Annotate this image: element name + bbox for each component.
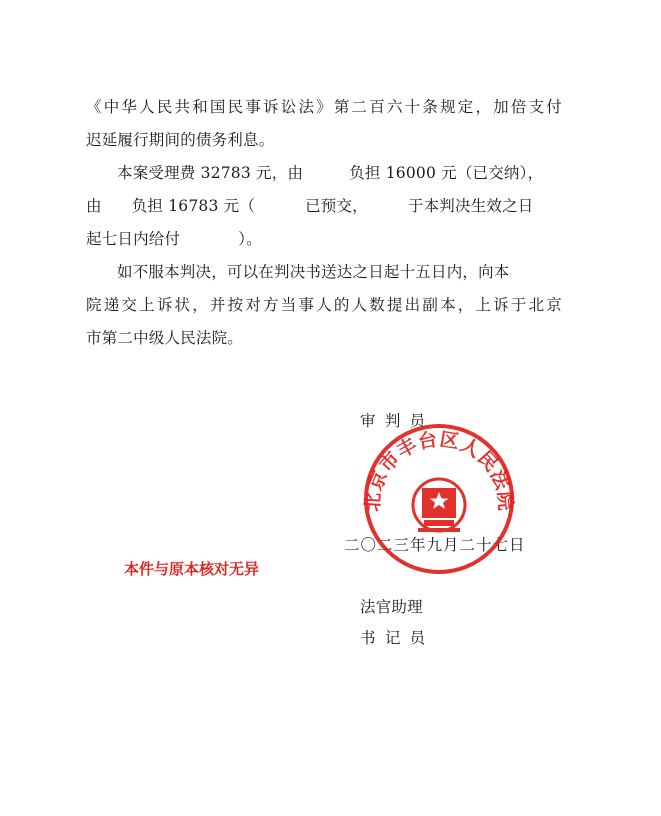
certification-stamp: 本件与原本核对无异 [124, 560, 260, 578]
paragraph-1-line-1: 《中华人民共和国民事诉讼法》第二百六十条规定，加倍支付 [86, 98, 562, 116]
redacted-party [255, 198, 305, 216]
paragraph-3-line-2: 院递交上诉状，并按对方当事人的人数提出副本，上诉于北京 [86, 296, 562, 314]
paragraph-2-line-2 [86, 196, 562, 216]
paragraph-3-line-1 [86, 262, 562, 282]
court-seal [362, 422, 516, 576]
appeal-text: 如不服本判决，可以在判决书送达之日起十五日内，向本 [117, 263, 510, 281]
redacted-party [368, 198, 408, 216]
fee-text: 已预交， [305, 197, 368, 215]
judge-assistant-label: 法官助理 [360, 598, 423, 616]
redacted-party [303, 165, 349, 183]
paragraph-1-line-2: 迟延履行期间的债务利息。 [86, 131, 275, 149]
fee-text: 本案受理费 32783 元，由 [117, 164, 304, 182]
fee-text: ）。 [238, 230, 262, 248]
seal-text: 北京市丰台区人民法院 [362, 428, 516, 513]
paragraph-2-line-1 [86, 163, 562, 183]
clerk-label: 书 记 员 [360, 629, 426, 647]
fee-text: 负担 16783 元（ [131, 197, 256, 215]
judge-label: 审 判 员 [360, 412, 426, 430]
redacted-party [180, 231, 238, 249]
paragraph-2-line-3 [86, 229, 562, 249]
fee-text: 负担 16000 元（已交纳）， [349, 164, 544, 182]
fee-text: 由 [86, 197, 102, 215]
fee-text: 于本判决生效之日 [407, 197, 534, 215]
judgment-date: 二〇二三年九月二十七日 [344, 536, 526, 554]
national-emblem-icon [413, 479, 465, 532]
fee-text: 起七日内给付 [86, 230, 181, 248]
paragraph-3-line-3: 市第二中级人民法院。 [86, 329, 244, 347]
redacted-party [102, 198, 132, 216]
